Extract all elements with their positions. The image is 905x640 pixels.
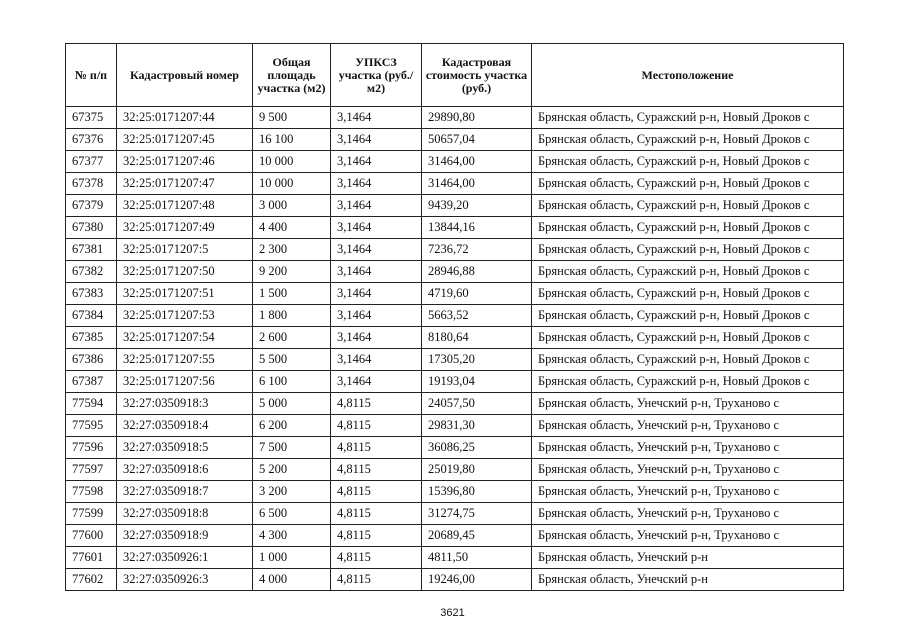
- cell-cadastral-number: 32:25:0171207:50: [117, 261, 253, 283]
- cell-location: Брянская область, Унечский р-н, Труханово с: [532, 503, 844, 525]
- cell-area: 3 200: [253, 481, 331, 503]
- table-row: [66, 459, 844, 481]
- table-row: [66, 569, 844, 591]
- cell-cadastral-value: 31464,00: [422, 151, 532, 173]
- cell-cadastral-value: 13844,16: [422, 217, 532, 239]
- cell-location: Брянская область, Унечский р-н: [532, 569, 844, 591]
- cell-area: 16 100: [253, 129, 331, 151]
- table-row: [66, 107, 844, 129]
- cell-cadastral-number: 32:25:0171207:49: [117, 217, 253, 239]
- cell-row-number: 77594: [66, 393, 117, 415]
- cell-cadastral-number: 32:27:0350918:5: [117, 437, 253, 459]
- cell-upksz: 4,8115: [331, 459, 422, 481]
- cell-cadastral-value: 19193,04: [422, 371, 532, 393]
- cell-cadastral-number: 32:25:0171207:44: [117, 107, 253, 129]
- cell-cadastral-number: 32:27:0350918:3: [117, 393, 253, 415]
- cell-location: Брянская область, Суражский р-н, Новый Дроков с: [532, 283, 844, 305]
- cell-upksz: 3,1464: [331, 217, 422, 239]
- cell-cadastral-number: 32:25:0171207:51: [117, 283, 253, 305]
- cell-area: 1 800: [253, 305, 331, 327]
- cell-area: 6 200: [253, 415, 331, 437]
- cell-area: 4 000: [253, 569, 331, 591]
- cell-location: Брянская область, Суражский р-н, Новый Дроков с: [532, 217, 844, 239]
- table-row: [66, 437, 844, 459]
- cell-upksz: 3,1464: [331, 305, 422, 327]
- cell-upksz: 4,8115: [331, 481, 422, 503]
- cell-row-number: 67376: [66, 129, 117, 151]
- cell-area: 2 300: [253, 239, 331, 261]
- cell-cadastral-number: 32:27:0350926:1: [117, 547, 253, 569]
- cell-cadastral-number: 32:25:0171207:53: [117, 305, 253, 327]
- cell-location: Брянская область, Унечский р-н: [532, 547, 844, 569]
- cell-cadastral-value: 29831,30: [422, 415, 532, 437]
- cell-area: 5 500: [253, 349, 331, 371]
- cell-location: Брянская область, Унечский р-н, Труханово с: [532, 525, 844, 547]
- cell-location: Брянская область, Унечский р-н, Труханово с: [532, 437, 844, 459]
- table-row: [66, 503, 844, 525]
- cell-cadastral-number: 32:25:0171207:47: [117, 173, 253, 195]
- cell-location: Брянская область, Суражский р-н, Новый Дроков с: [532, 349, 844, 371]
- cell-row-number: 77598: [66, 481, 117, 503]
- cell-location: Брянская область, Суражский р-н, Новый Дроков с: [532, 371, 844, 393]
- cell-cadastral-value: 9439,20: [422, 195, 532, 217]
- cell-row-number: 67375: [66, 107, 117, 129]
- cell-cadastral-value: 8180,64: [422, 327, 532, 349]
- table-row: [66, 283, 844, 305]
- cell-upksz: 4,8115: [331, 437, 422, 459]
- cell-row-number: 67382: [66, 261, 117, 283]
- cell-upksz: 3,1464: [331, 195, 422, 217]
- cell-location: Брянская область, Суражский р-н, Новый Дроков с: [532, 129, 844, 151]
- cell-upksz: 3,1464: [331, 173, 422, 195]
- cell-row-number: 67381: [66, 239, 117, 261]
- table-row: [66, 415, 844, 437]
- table-row: [66, 371, 844, 393]
- cell-upksz: 3,1464: [331, 107, 422, 129]
- cell-upksz: 3,1464: [331, 261, 422, 283]
- page-number: 3621: [440, 607, 465, 619]
- cell-cadastral-value: 36086,25: [422, 437, 532, 459]
- table-body: [66, 107, 844, 591]
- table-header-row: [66, 44, 844, 107]
- table-row: [66, 173, 844, 195]
- cell-row-number: 67385: [66, 327, 117, 349]
- cell-row-number: 77597: [66, 459, 117, 481]
- header-row-number: № п/п: [66, 44, 117, 107]
- header-cadastral-number: Кадастровый номер: [117, 44, 253, 107]
- cell-area: 1 500: [253, 283, 331, 305]
- cell-upksz: 4,8115: [331, 415, 422, 437]
- cell-cadastral-number: 32:27:0350918:4: [117, 415, 253, 437]
- cell-area: 6 500: [253, 503, 331, 525]
- cell-upksz: 4,8115: [331, 569, 422, 591]
- cell-area: 2 600: [253, 327, 331, 349]
- cell-location: Брянская область, Унечский р-н, Труханово с: [532, 415, 844, 437]
- cell-upksz: 3,1464: [331, 239, 422, 261]
- cell-area: 9 200: [253, 261, 331, 283]
- cell-area: 5 000: [253, 393, 331, 415]
- table-row: [66, 195, 844, 217]
- cell-upksz: 3,1464: [331, 349, 422, 371]
- cell-upksz: 3,1464: [331, 371, 422, 393]
- cell-cadastral-value: 17305,20: [422, 349, 532, 371]
- cell-upksz: 3,1464: [331, 129, 422, 151]
- table-row: [66, 393, 844, 415]
- table-row: [66, 129, 844, 151]
- cell-row-number: 67380: [66, 217, 117, 239]
- cell-row-number: 77599: [66, 503, 117, 525]
- cadastral-table: [65, 43, 844, 591]
- cell-location: Брянская область, Суражский р-н, Новый Дроков с: [532, 305, 844, 327]
- cell-upksz: 3,1464: [331, 151, 422, 173]
- header-cadastral-value: Кадастровая стоимость участка (руб.): [422, 44, 532, 107]
- cell-cadastral-number: 32:25:0171207:46: [117, 151, 253, 173]
- table-row: [66, 151, 844, 173]
- cell-cadastral-value: 31464,00: [422, 173, 532, 195]
- cell-upksz: 4,8115: [331, 525, 422, 547]
- cell-location: Брянская область, Суражский р-н, Новый Дроков с: [532, 107, 844, 129]
- table-row: [66, 525, 844, 547]
- cell-row-number: 77602: [66, 569, 117, 591]
- cell-location: Брянская область, Суражский р-н, Новый Дроков с: [532, 173, 844, 195]
- cell-cadastral-number: 32:25:0171207:54: [117, 327, 253, 349]
- cell-location: Брянская область, Суражский р-н, Новый Дроков с: [532, 261, 844, 283]
- cell-location: Брянская область, Суражский р-н, Новый Дроков с: [532, 327, 844, 349]
- cell-cadastral-value: 25019,80: [422, 459, 532, 481]
- cell-upksz: 4,8115: [331, 393, 422, 415]
- cell-cadastral-value: 28946,88: [422, 261, 532, 283]
- cell-area: 7 500: [253, 437, 331, 459]
- cell-row-number: 77595: [66, 415, 117, 437]
- cell-row-number: 67377: [66, 151, 117, 173]
- cell-cadastral-value: 4811,50: [422, 547, 532, 569]
- cell-location: Брянская область, Суражский р-н, Новый Дроков с: [532, 239, 844, 261]
- cell-cadastral-value: 15396,80: [422, 481, 532, 503]
- cell-cadastral-number: 32:27:0350918:8: [117, 503, 253, 525]
- cell-location: Брянская область, Суражский р-н, Новый Дроков с: [532, 151, 844, 173]
- cell-row-number: 67378: [66, 173, 117, 195]
- cell-row-number: 67384: [66, 305, 117, 327]
- cell-area: 3 000: [253, 195, 331, 217]
- cell-cadastral-number: 32:25:0171207:5: [117, 239, 253, 261]
- cell-area: 9 500: [253, 107, 331, 129]
- cell-upksz: 3,1464: [331, 283, 422, 305]
- cell-cadastral-value: 7236,72: [422, 239, 532, 261]
- cell-row-number: 77596: [66, 437, 117, 459]
- cell-location: Брянская область, Унечский р-н, Труханово с: [532, 459, 844, 481]
- cell-cadastral-value: 5663,52: [422, 305, 532, 327]
- cell-location: Брянская область, Унечский р-н, Труханово с: [532, 481, 844, 503]
- cell-area: 10 000: [253, 151, 331, 173]
- cell-location: Брянская область, Унечский р-н, Труханово с: [532, 393, 844, 415]
- cell-cadastral-value: 31274,75: [422, 503, 532, 525]
- cell-cadastral-number: 32:25:0171207:56: [117, 371, 253, 393]
- cell-cadastral-number: 32:27:0350918:7: [117, 481, 253, 503]
- cell-cadastral-number: 32:25:0171207:48: [117, 195, 253, 217]
- cell-cadastral-number: 32:25:0171207:45: [117, 129, 253, 151]
- cell-area: 4 300: [253, 525, 331, 547]
- cell-area: 10 000: [253, 173, 331, 195]
- table-row: [66, 217, 844, 239]
- table-row: [66, 327, 844, 349]
- cell-area: 4 400: [253, 217, 331, 239]
- cell-area: 5 200: [253, 459, 331, 481]
- cell-area: 1 000: [253, 547, 331, 569]
- cell-cadastral-value: 24057,50: [422, 393, 532, 415]
- cell-upksz: 4,8115: [331, 547, 422, 569]
- cell-row-number: 77600: [66, 525, 117, 547]
- cell-cadastral-number: 32:27:0350918:6: [117, 459, 253, 481]
- cell-row-number: 77601: [66, 547, 117, 569]
- cell-cadastral-number: 32:25:0171207:55: [117, 349, 253, 371]
- table-row: [66, 261, 844, 283]
- cell-area: 6 100: [253, 371, 331, 393]
- header-upksz: УПКСЗ участка (руб./м2): [331, 44, 422, 107]
- cell-row-number: 67387: [66, 371, 117, 393]
- cell-cadastral-number: 32:27:0350926:3: [117, 569, 253, 591]
- cell-row-number: 67383: [66, 283, 117, 305]
- table-row: [66, 547, 844, 569]
- header-area: Общая площадь участка (м2): [253, 44, 331, 107]
- table-row: [66, 239, 844, 261]
- cell-location: Брянская область, Суражский р-н, Новый Дроков с: [532, 195, 844, 217]
- cell-row-number: 67379: [66, 195, 117, 217]
- table-row: [66, 349, 844, 371]
- cell-cadastral-value: 29890,80: [422, 107, 532, 129]
- cell-upksz: 4,8115: [331, 503, 422, 525]
- header-location: Местоположение: [532, 44, 844, 107]
- cell-cadastral-value: 50657,04: [422, 129, 532, 151]
- cell-cadastral-value: 20689,45: [422, 525, 532, 547]
- table-row: [66, 305, 844, 327]
- cell-cadastral-value: 19246,00: [422, 569, 532, 591]
- cell-cadastral-number: 32:27:0350918:9: [117, 525, 253, 547]
- table-row: [66, 481, 844, 503]
- cell-upksz: 3,1464: [331, 327, 422, 349]
- cell-cadastral-value: 4719,60: [422, 283, 532, 305]
- cell-row-number: 67386: [66, 349, 117, 371]
